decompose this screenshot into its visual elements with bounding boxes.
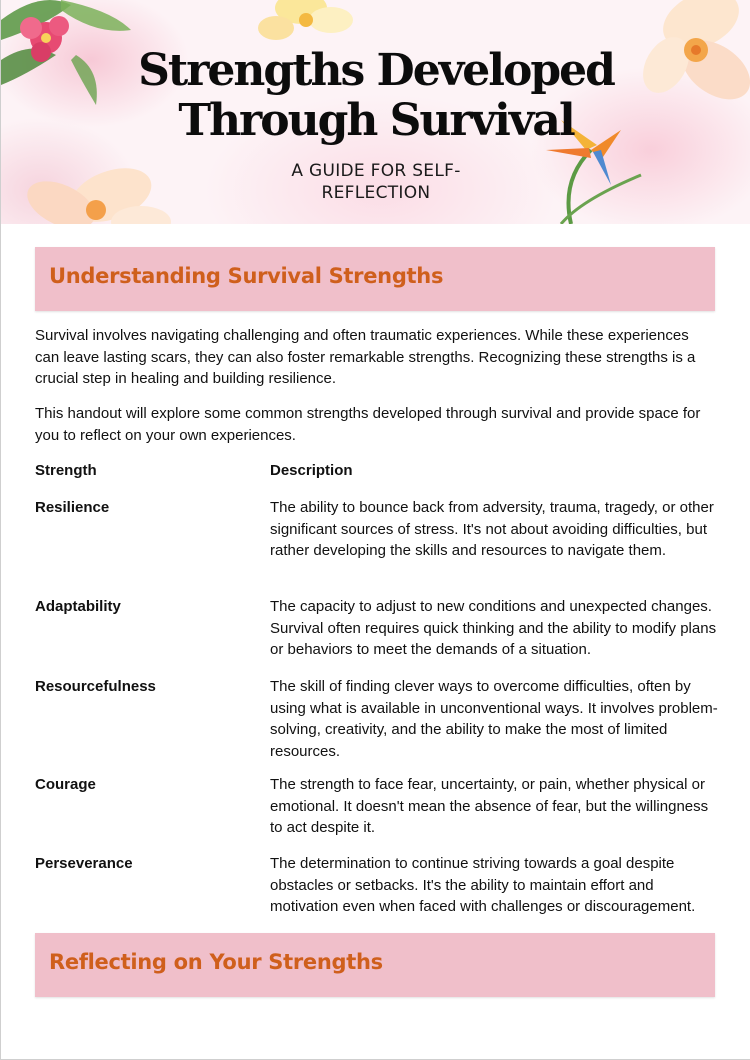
frangipani-flower-icon: [20, 158, 171, 224]
strength-name: Adaptability: [35, 598, 121, 615]
section-header-reflecting: [35, 933, 715, 997]
strength-description: The skill of finding clever ways to overcome difficulties, often by using what is available in unconventional ways. It involves problem-solving, creativity, and the ability to make the most of limited resources.: [270, 678, 718, 760]
strength-name: Resourcefulness: [35, 678, 156, 695]
header-banner: [1, 0, 750, 224]
section-header-understanding: [35, 247, 715, 311]
table-header-strength: Strength: [35, 462, 97, 479]
strength-name: Perseverance: [35, 855, 133, 872]
page-subtitle: A GUIDE FOR SELF-REFLECTION: [291, 161, 461, 203]
title-line-1: Strengths Developed: [138, 45, 614, 96]
strength-name: Courage: [35, 776, 96, 793]
strength-description: The strength to face fear, uncertainty, or pain, whether physical or emotional. It doesn't mean the absence of fear, but the willingness to act despite it.: [270, 776, 709, 836]
intro-paragraph: This handout will explore some common strengths developed through survival and provide space for you to reflect on your own experiences.: [35, 405, 701, 444]
table-header-description: Description: [270, 462, 353, 479]
title-line-2: Through Survival: [178, 95, 574, 146]
strength-description: The ability to bounce back from adversity, trauma, tragedy, or other significant sources of stress. It's not about avoiding difficulties, but rather developing the skills and resources to navigate them.: [270, 499, 714, 559]
strength-name: Resilience: [35, 499, 110, 516]
section-heading: Reflecting on Your Strengths: [49, 950, 383, 974]
section-heading: Understanding Survival Strengths: [49, 264, 444, 288]
strength-description: The determination to continue striving towards a goal despite obstacles or setbacks. It's the ability to maintain effort and motivation even when faced with challenges or discouragement.: [270, 855, 696, 915]
page-title: [1, 46, 750, 146]
intro-paragraph: Survival involves navigating challenging and often traumatic experiences. While these experiences can leave lasting scars, they can also foster remarkable strengths. Recognizing these strengths is a crucial step in healing and building resilience.: [35, 327, 696, 387]
strength-description: The capacity to adjust to new conditions and unexpected changes. Survival often requires quick thinking and the ability to modify plans or behaviors to meet the demands of a situation.: [270, 598, 717, 658]
frangipani-flower-icon: [258, 0, 353, 40]
